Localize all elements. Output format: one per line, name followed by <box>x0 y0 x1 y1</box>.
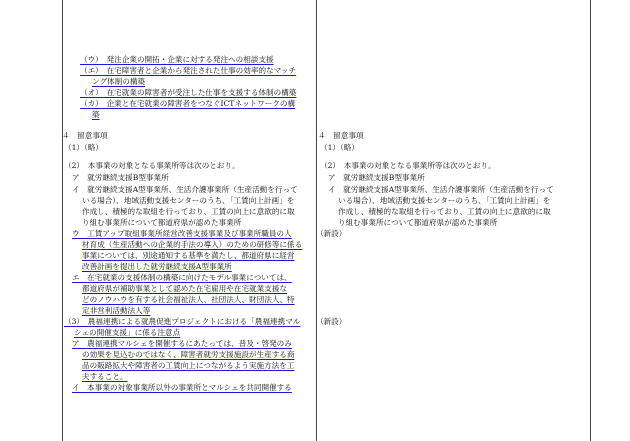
subsection-3-a-line: ア 農福連携マルシェを開催するにあたっては、普及・啓発のみ <box>72 339 292 348</box>
subsection-2-u-line: ウ 工賃アップ取組事業所経営改善支援事業及び事業所職員の人 <box>72 229 292 238</box>
new-provision-marker: （新設） <box>316 317 347 326</box>
subsection-2-i-line: いる場合）、地域活動支援センターのうち、「工賃向上計画」を <box>82 196 295 205</box>
subsection-3-line: シェの開催支援」に係る注意点 <box>74 328 181 337</box>
item-e-line: （エ） 在宅障害者と企業から発注された仕事の効率的なマッチ <box>80 66 297 75</box>
item-ka-line: （カ） 企業と在宅就業の障害者をつなぐICTネットワークの構 <box>80 99 296 108</box>
item-u-line: （ウ） 発注企業の開拓・企業に対する発注への相談支援 <box>80 55 274 64</box>
item-ka-line-cont: 築 <box>92 110 100 119</box>
subsection-2-intro: （2） 本事業の対象となる事業所等は次のとおり。 <box>64 161 240 170</box>
subsection-2-u-line: 改善計画を提出した就労継続支援A型事業所 <box>82 262 232 271</box>
section-heading: ４ 留意事項 <box>62 131 108 140</box>
subsection-2-i-line: イ 就労継続支援A型事業所、生活介護事業所（生産活動を行って <box>328 185 554 194</box>
new-provision-marker: （新設） <box>316 229 347 238</box>
table-border-right <box>590 0 591 441</box>
subsection-1: （1）（略） <box>64 143 103 152</box>
subsection-3-i-line: イ 本事業の対象事業所以外の事業所とマルシェを共同開催する <box>72 383 292 392</box>
subsection-3-a-line: 品の販路拡大や障害者の工賃向上につながるよう実施方法を工 <box>82 361 295 370</box>
table-border-left <box>62 0 63 441</box>
subsection-3-a-line: 夫すること。 <box>82 372 128 381</box>
subsection-2-u-line: 材育成（生産活動への企業的手法の導入）のための研修等に係る <box>82 240 303 249</box>
subsection-2-i-line: 作成し、積極的な取組を行っており、工賃の向上に意欲的に取 <box>338 207 551 216</box>
table-column-divider <box>316 0 317 441</box>
section-heading: ４ 留意事項 <box>318 131 364 140</box>
item-e-line-cont: ング体制の構築 <box>92 77 146 86</box>
subsection-2-a: ア 就労継続支援B型事業所 <box>328 173 425 182</box>
subsection-2-i-line: り組む事業所について都道府県が認めた事業所 <box>338 218 498 227</box>
subsection-2-e-line: 都道府県が補助事業として認めた在宅雇用や在宅就業支援な <box>82 284 288 293</box>
subsection-2-e-line: どのノウハウを有する社会福祉法人、社団法人、財団法人、特 <box>82 295 295 304</box>
subsection-2-u-line: 事業については、別途通知する基準を満たし、都道府県に経営 <box>82 251 295 260</box>
subsection-2-i-line: り組む事業所について都道府県が認めた事業所 <box>82 218 242 227</box>
subsection-2-i-line: イ 就労継続支援A型事業所、生活介護事業所（生産活動を行って <box>72 185 298 194</box>
subsection-2-i-line: いる場合）、地域活動支援センターのうち、「工賃向上計画」を <box>338 196 551 205</box>
subsection-3-a-line: の効果を見込むのではなく、障害者就労支援施設が生産する商 <box>82 350 295 359</box>
item-o-line: （オ） 在宅就業の障害者が受注した仕事を支援する体制の構築 <box>80 88 297 97</box>
subsection-2-intro: （2） 本事業の対象となる事業所等は次のとおり。 <box>320 161 496 170</box>
subsection-2-a: ア 就労継続支援B型事業所 <box>72 173 169 182</box>
subsection-1: （1）（略） <box>320 143 359 152</box>
subsection-3-line: （3） 農福連携による就農促進プロジェクトにおける「農福連携マル <box>64 317 301 326</box>
subsection-2-e-line: エ 在宅就業の支援体制の構築に向けたモデル事業については、 <box>72 273 292 282</box>
subsection-2-e-line: 定非営利活動法人等 <box>82 306 151 315</box>
subsection-2-i-line: 作成し、積極的な取組を行っており、工賃の向上に意欲的に取 <box>82 207 295 216</box>
